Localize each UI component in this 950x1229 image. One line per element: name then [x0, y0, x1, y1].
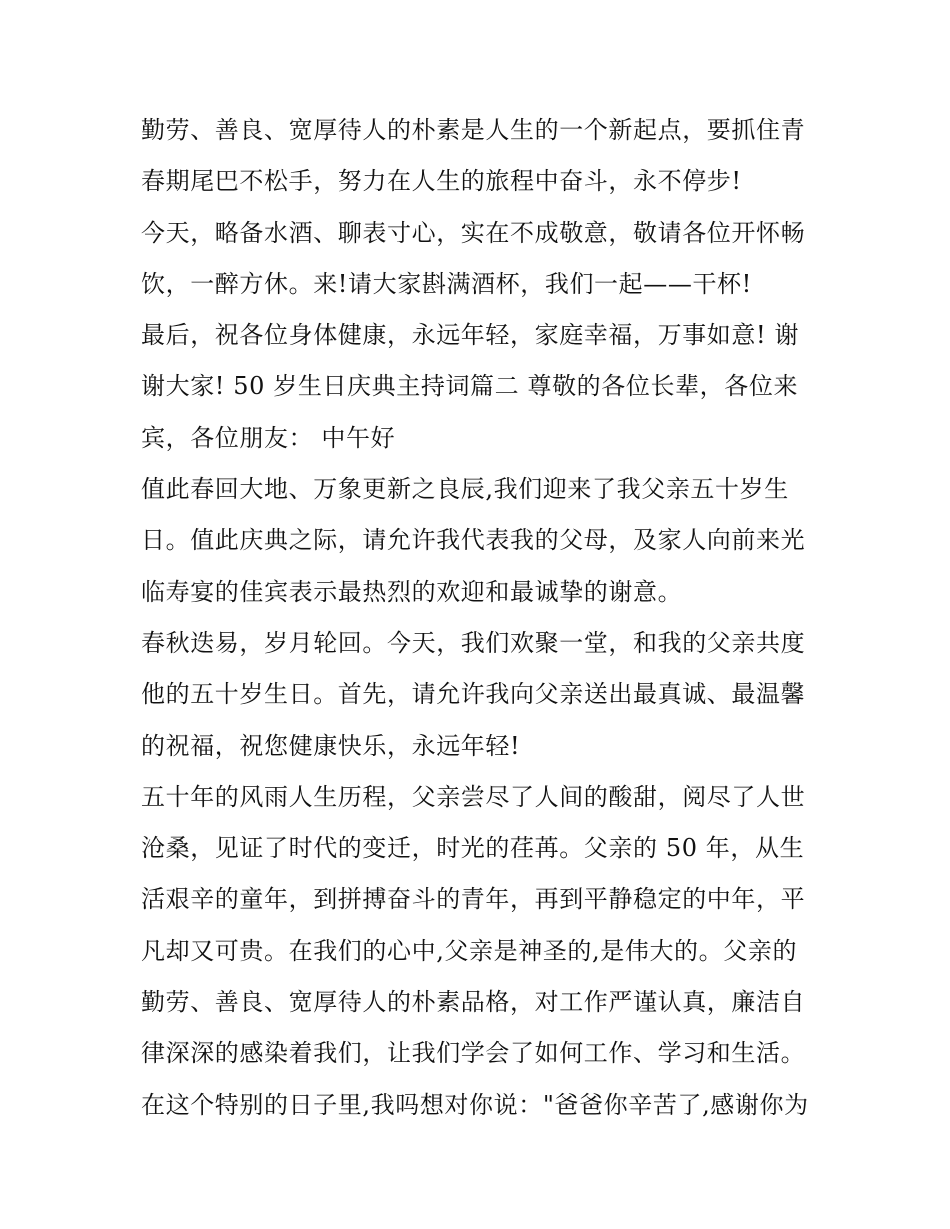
- text-line: 宾，各位朋友： 中午好: [141, 423, 396, 452]
- text-line: 勤劳、善良、宽厚待人的朴素品格，对工作严谨认真，廉洁自: [141, 988, 806, 1017]
- text-line: 最后，祝各位身体健康，永远年轻，家庭幸福，万事如意! 谢: [141, 321, 800, 350]
- text-line: 饮，一醉方休。来!请大家斟满酒杯，我们一起——干杯!: [141, 269, 752, 298]
- text-line: 的祝福，祝您健康快乐，永远年轻!: [141, 731, 521, 760]
- text-line: 勤劳、善良、宽厚待人的朴素是人生的一个新起点，要抓住青: [141, 116, 806, 144]
- text-line: 今天，略备水酒、聊表寸心，实在不成敬意，敬请各位开怀畅: [141, 218, 806, 247]
- text-line: 谢大家! 50 岁生日庆典主持词篇二 尊敬的各位长辈，各位来: [141, 372, 799, 401]
- text-line: 活艰辛的童年，到拼搏奋斗的青年，再到平静稳定的中年，平: [141, 885, 806, 914]
- text-line: 日。值此庆典之际，请允许我代表我的父母，及家人向前来光: [141, 526, 806, 555]
- body-text: [141, 105, 821, 1131]
- text-line: 律深深的感染着我们，让我们学会了如何工作、学习和生活。: [141, 1039, 806, 1068]
- text-line: 在这个特别的日子里,我吗想对你说："爸爸你辛苦了,感谢你为: [141, 1090, 809, 1119]
- text-line: 他的五十岁生日。首先，请允许我向父亲送出最真诚、最温馨: [141, 680, 806, 709]
- text-line: 五十年的风雨人生历程，父亲尝尽了人间的酸甜，阅尽了人世: [141, 782, 806, 811]
- text-line: 凡却又可贵。在我们的心中,父亲是神圣的,是伟大的。父亲的: [141, 936, 798, 965]
- text-line: 临寿宴的佳宾表示最热烈的欢迎和最诚挚的谢意。: [141, 577, 683, 606]
- text-line: 沧桑，见证了时代的变迁，时光的荏苒。父亲的 50 年，从生: [141, 834, 805, 863]
- text-line: 春期尾巴不松手，努力在人生的旅程中奋斗，永不停步!: [141, 167, 742, 196]
- text-line: 值此春回大地、万象更新之良辰,我们迎来了我父亲五十岁生: [141, 475, 789, 504]
- text-line: 春秋迭易，岁月轮回。今天，我们欢聚一堂，和我的父亲共度: [141, 628, 806, 657]
